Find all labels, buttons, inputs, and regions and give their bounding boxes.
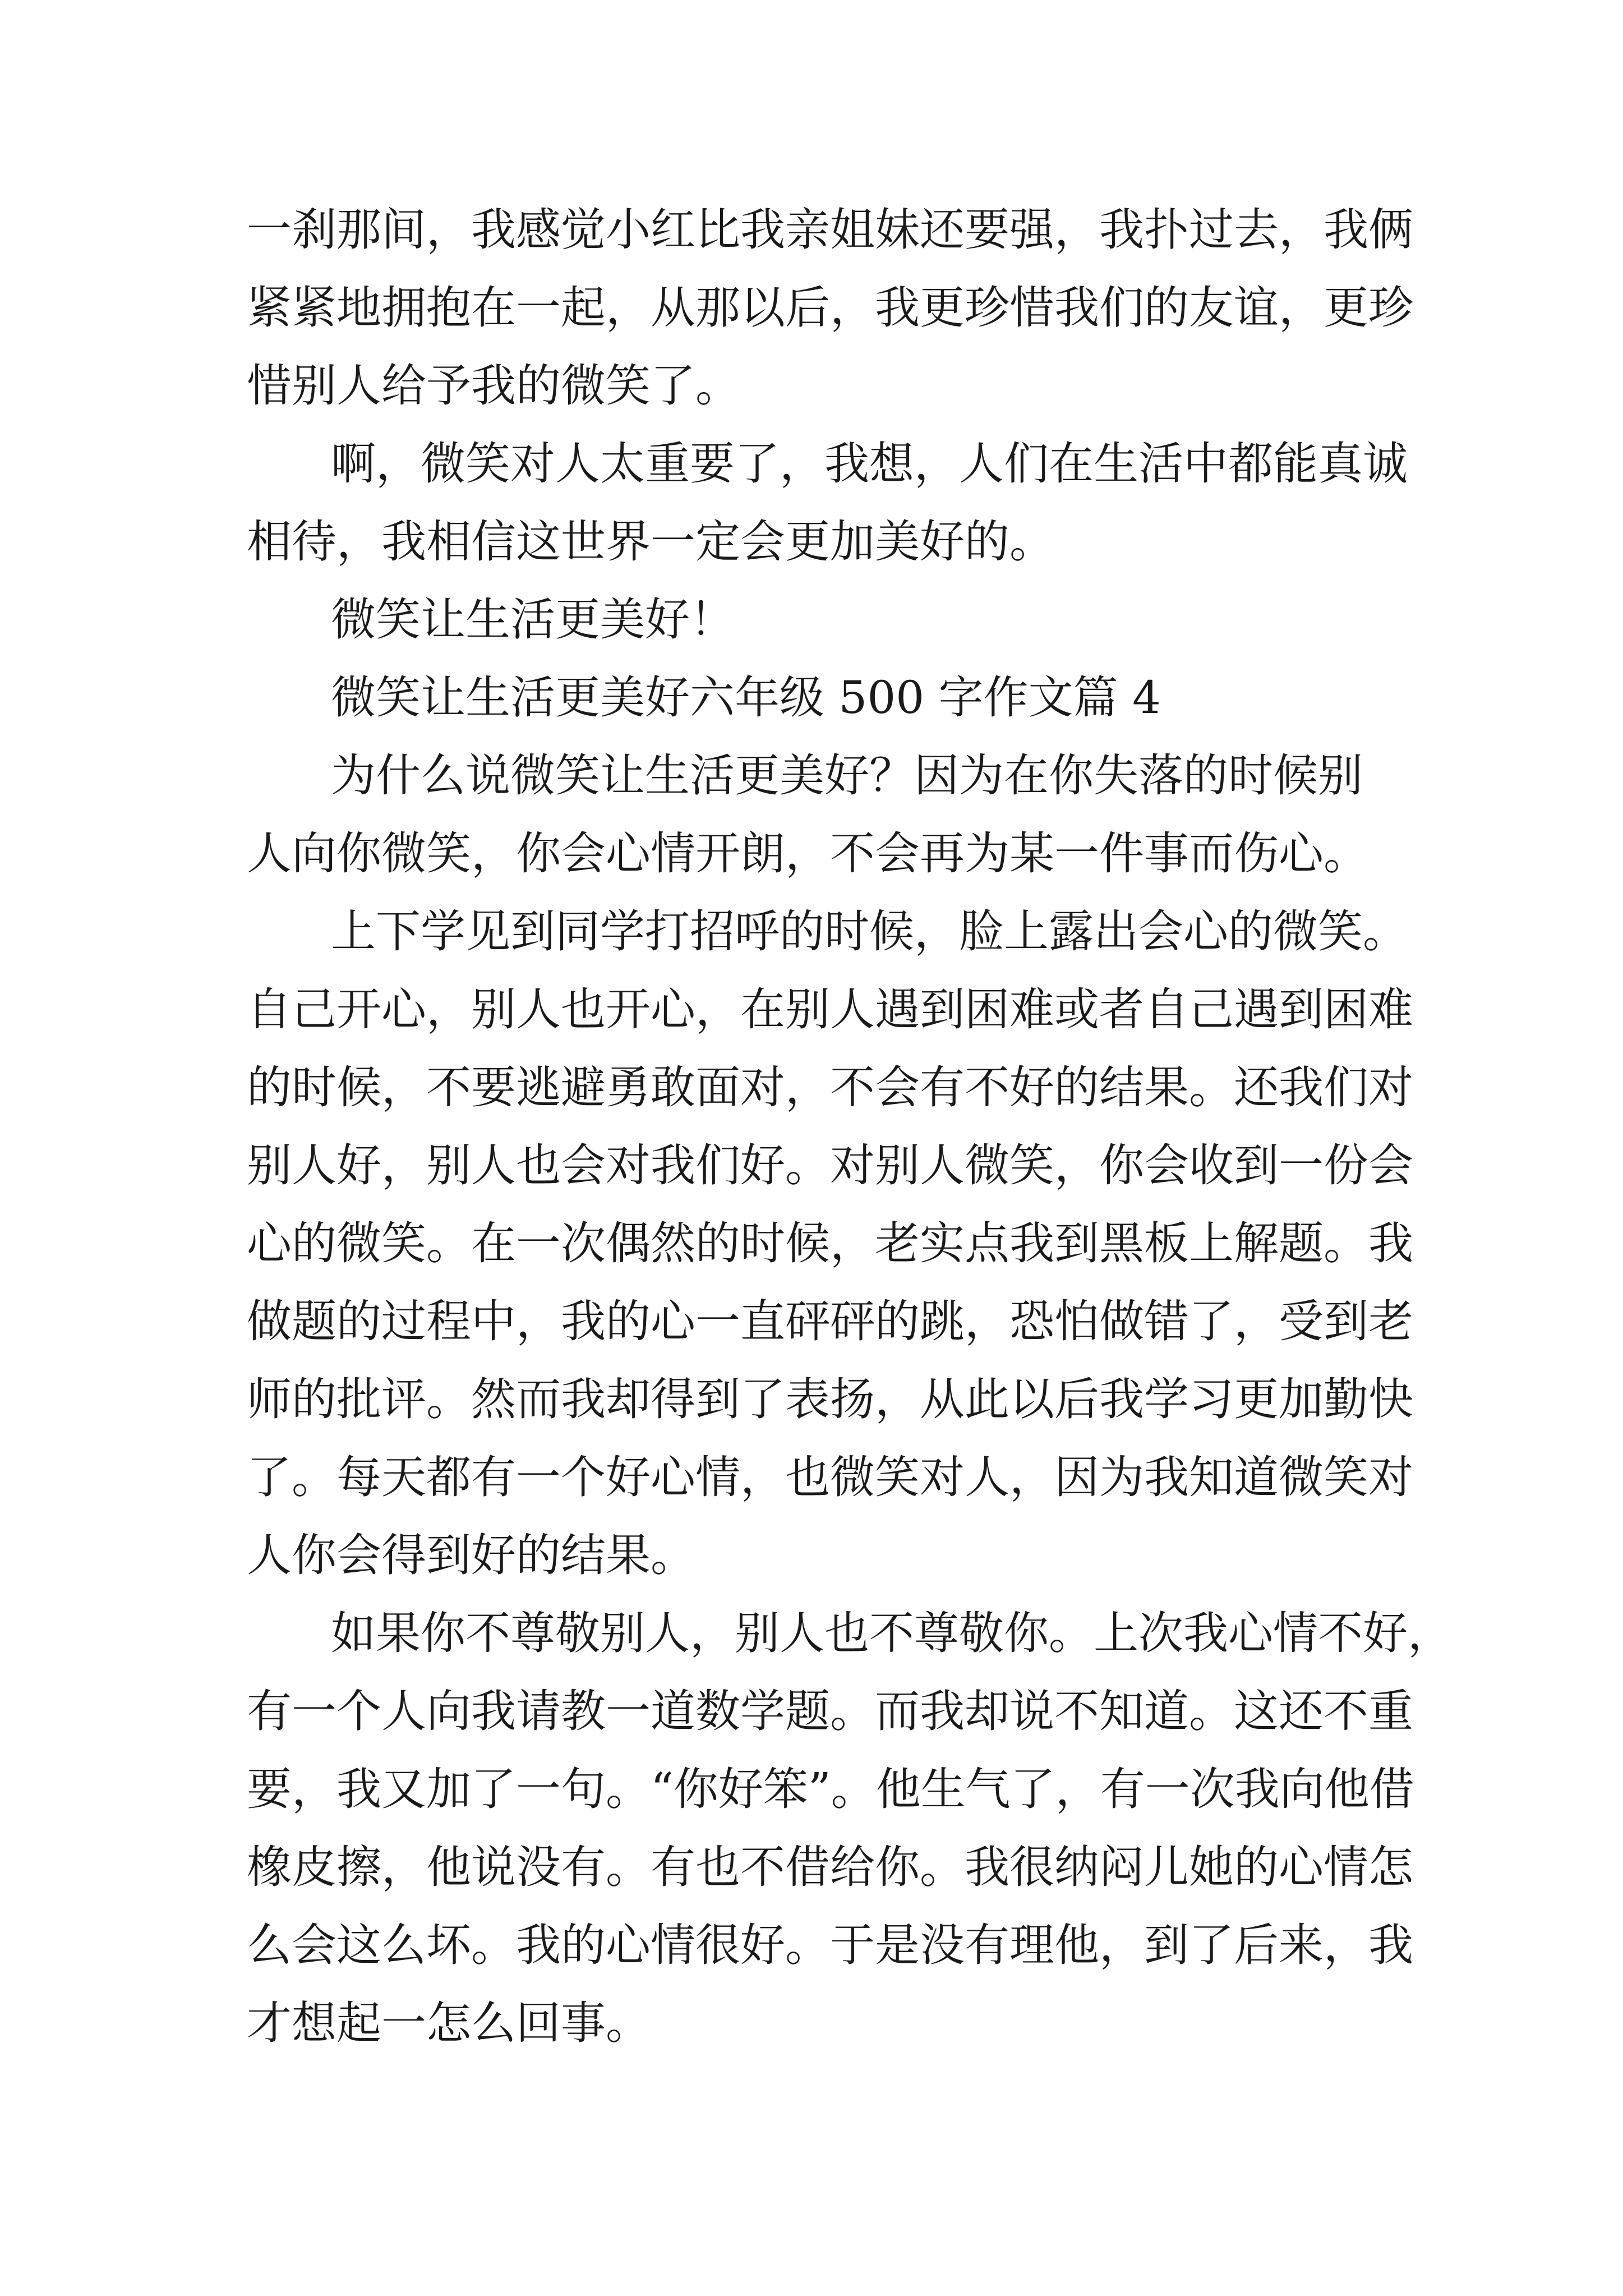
text-line: 别人好，别人也会对我们好。对别人微笑，你会收到一份会: [247, 1139, 1413, 1191]
text-line: 微笑让生活更美好！: [331, 593, 735, 646]
text-line: 人向你微笑，你会心情开朗，不会再为某一件事而伤心。: [247, 827, 1368, 880]
section-heading: 微笑让生活更美好六年级 500 字作文篇 4: [331, 671, 1161, 724]
text-line: 啊，微笑对人太重要了，我想，人们在生活中都能真诚: [331, 438, 1408, 490]
text-line: 心的微笑。在一次偶然的时候，老实点我到黑板上解题。我: [247, 1217, 1413, 1269]
text-line: 了。每天都有一个好心情，也微笑对人，因为我知道微笑对: [247, 1451, 1413, 1503]
text-line: 惜别人给予我的微笑了。: [247, 360, 740, 412]
text-line: 有一个人向我请教一道数学题。而我却说不知道。这还不重: [247, 1685, 1413, 1737]
text-line: 的时候，不要逃避勇敢面对，不会有不好的结果。还我们对: [247, 1061, 1413, 1114]
text-line: 上下学见到同学打招呼的时候，脸上露出会心的微笑。: [331, 905, 1408, 958]
text-line: 如果你不尊敬别人，别人也不尊敬你。上次我心情不好，: [331, 1607, 1453, 1659]
text-line: 师的批评。然而我却得到了表扬，从此以后我学习更加勤快: [247, 1373, 1413, 1425]
document-body: [247, 191, 1453, 2062]
text-line: 做题的过程中，我的心一直砰砰的跳，恐怕做错了，受到老: [247, 1295, 1413, 1347]
text-line: 紧紧地拥抱在一起，从那以后，我更珍惜我们的友谊，更珍: [247, 282, 1413, 334]
text-line: 橡皮擦，他说没有。有也不借给你。我很纳闷儿她的心情怎: [247, 1841, 1413, 1893]
text-line: 才想起一怎么回事。: [247, 1997, 651, 2049]
text-line: 自己开心，别人也开心，在别人遇到困难或者自己遇到困难: [247, 983, 1413, 1036]
text-line: 要，我又加了一句。“你好笨”。他生气了，有一次我向他借: [247, 1763, 1414, 1815]
text-line: 人你会得到好的结果。: [247, 1529, 695, 1581]
text-line: 么会这么坏。我的心情很好。于是没有理他，到了后来，我: [247, 1919, 1413, 1971]
text-line: 一刹那间，我感觉小红比我亲姐妹还要强，我扑过去，我俩: [247, 204, 1413, 256]
text-line: 相待，我相信这世界一定会更加美好的。: [247, 516, 1054, 568]
text-line: 为什么说微笑让生活更美好？因为在你失落的时候别: [331, 749, 1363, 802]
